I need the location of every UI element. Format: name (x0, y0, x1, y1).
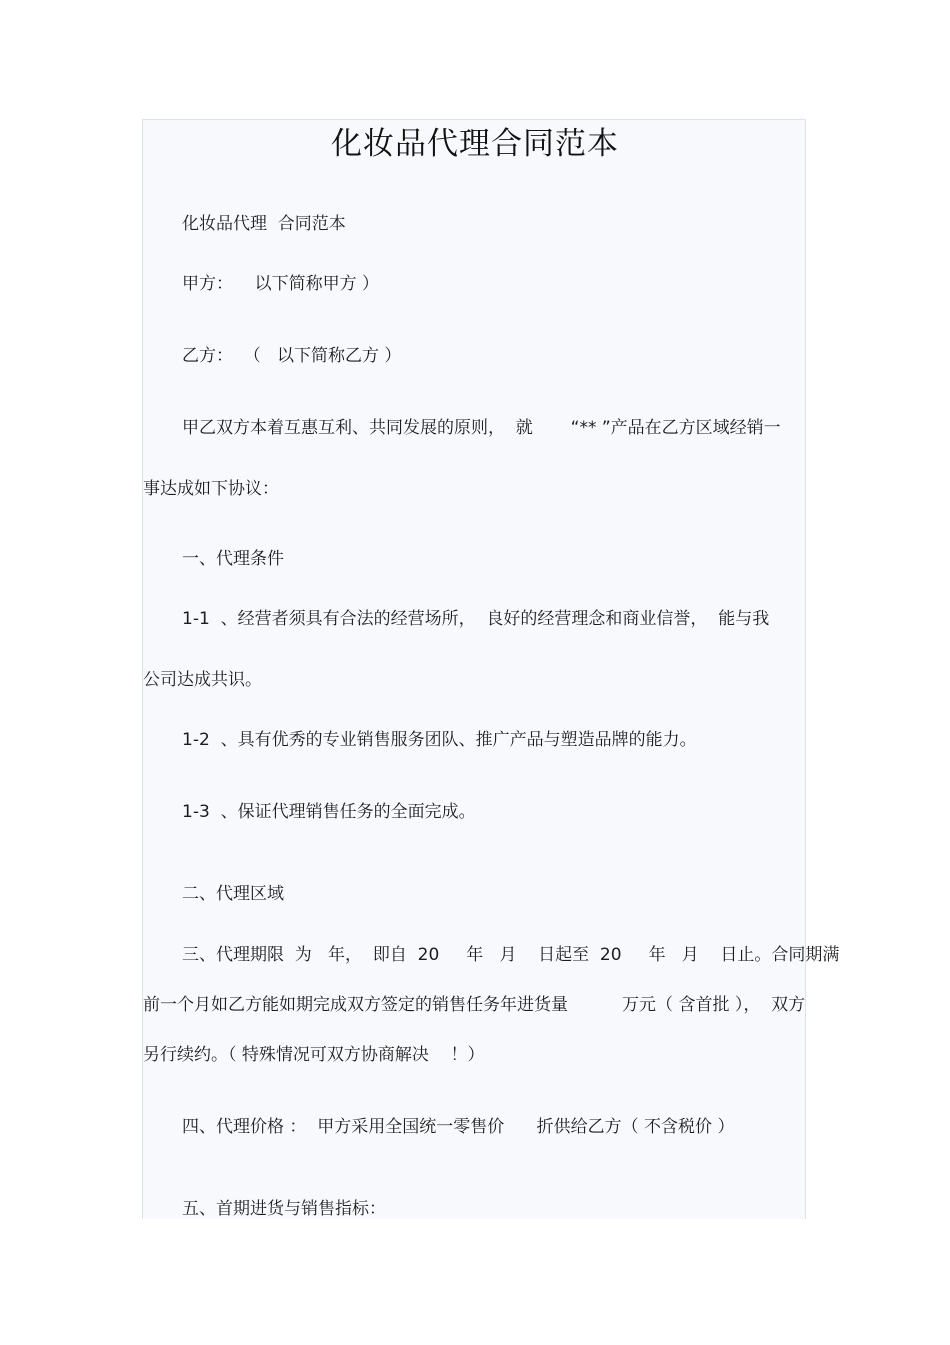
term-line-1: 三、代理期限 为 年， 即自 20 年 月 日起至 20 年 月 日止。合同期满 (182, 945, 840, 965)
term-line-2: 前一个月如乙方能如期完成双方签定的销售任务年进货量 万元（ 含首批 ）， 双方 (143, 995, 806, 1015)
party-a-line: 甲方： 以下简称甲方 ） (182, 274, 380, 294)
preamble-line-1: 甲乙双方本着互惠互利、共同发展的原则， 就 “** ”产品在乙方区域经销一 (182, 418, 781, 438)
section-heading-first-order: 五、首期进货与销售指标： (182, 1199, 386, 1219)
clause-1-1-line-1: 1-1 、经营者须具有合法的经营场所， 良好的经营理念和商业信誉， 能与我 (182, 609, 770, 629)
term-line-3: 另行续约。（ 特殊情况可双方协商解决 ！） (143, 1045, 485, 1065)
clause-1-3: 1-3 、保证代理销售任务的全面完成。 (182, 802, 476, 822)
doc-subtitle: 化妆品代理 合同范本 (182, 214, 346, 234)
party-b-line: 乙方： （ 以下简称乙方 ） (182, 346, 402, 366)
section-heading-region: 二、代理区域 (182, 884, 284, 904)
section-heading-price: 四、代理价格 ： 甲方采用全国统一零售价 折供给乙方（ 不含税价 ） (182, 1117, 735, 1137)
section-heading-conditions: 一、代理条件 (182, 549, 284, 569)
preamble-line-2: 事达成如下协议： (143, 479, 279, 499)
clause-1-1-line-2: 公司达成共识。 (143, 670, 262, 690)
clause-1-2: 1-2 、具有优秀的专业销售服务团队、推广产品与塑造品牌的能力。 (182, 730, 697, 750)
document-title: 化妆品代理合同范本 (331, 126, 619, 162)
